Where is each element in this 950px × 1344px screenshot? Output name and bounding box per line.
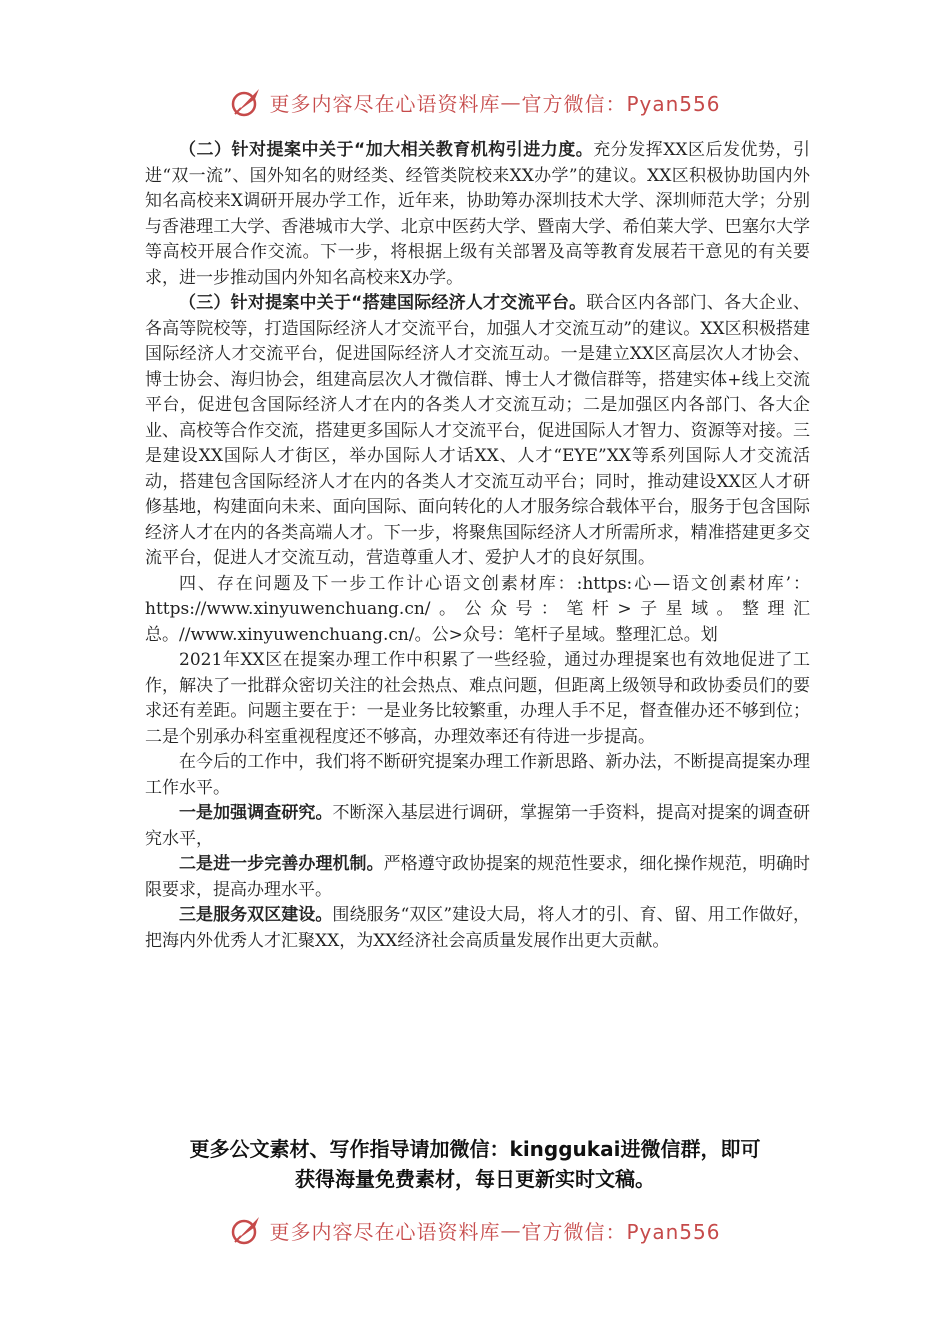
paragraph-mechanism: [145, 852, 810, 903]
paragraph-text: 四、存在问题及下一步工作计心语文创素材库：:https:心—语文创素材库’：https://www.xinyuwenchuang.cn/。公众号：笔杆>子星域。整理汇总。//www.xinyuwenchuang.cn/。公>众号：笔杆子星域。整理汇总。划: [145, 573, 810, 645]
paragraph-heading: 一是加强调查研究。: [179, 803, 333, 823]
paragraph-text: 联合区内各部门、各大企业、各高等院校等，打造国际经济人才交流平台，加强人才交流互动”的建议。XX区积极搭建国际经济人才交流平台，促进国际经济人才交流互动。一是建立XX区高层次人才协会、博士协会、海归协会，组建高层次人才微信群、博士人才微信群等，搭建实体+线上交流平台，促进包含国际经济人才在内的各类人才交流互动；二是加强区内各部门、各大企业、高校等合作交流，搭建更多国际人才交流平台，促进国际人才智力、资源等对接。三是建设XX国际人才街区，举办国际人才话XX、人才“EYE”XX等系列国际人才交流活动，搭建包含国际经济人才在内的各类人才交流互动平台；同时，推动建设XX区人才研修基地，构建面向未来、面向国际、面向转化的人才服务综合载体平台，服务于包含国际经济人才在内的各类高端人才。下一步，将聚焦国际经济人才所需所求，精准搭建更多交流平台，促进人才交流互动，营造尊重人才、爱护人才的良好氛围。: [145, 293, 810, 568]
watermark-brand: 更多内容尽在心语资料库: [269, 1219, 501, 1244]
document-body: [145, 138, 810, 954]
watermark-header: [0, 82, 950, 122]
paragraph-heading: （三）针对提案中关于“搭建国际经济人才交流平台。: [179, 293, 587, 313]
quill-logo-icon: [229, 85, 263, 119]
paragraph-heading: 二是进一步完善办理机制。: [179, 854, 384, 874]
watermark-wechat: 官方微信：Pyan556: [521, 91, 721, 116]
watermark-footer: [0, 1210, 950, 1250]
paragraph-problems-heading: [145, 572, 810, 649]
paragraph-talent-platform: [145, 291, 810, 572]
watermark-wechat: 官方微信：Pyan556: [521, 1219, 721, 1244]
paragraph-future: [145, 750, 810, 801]
footer-promo: [100, 1134, 850, 1194]
paragraph-heading: 三是服务双区建设。: [179, 905, 333, 925]
paragraph-text: 充分发挥XX区后发优势，引进“双一流”、国外知名的财经类、经管类院校来XX办学”的建议。XX区积极协助国内外知名高校来X调研开展办学工作，近年来，协助筹办深圳技术大学、深圳师范大学；分别与香港理工大学、香港城市大学、北京中医药大学、暨南大学、希伯莱大学、巴塞尔大学等高校开展合作交流。下一步，将根据上级有关部署及高等教育发展若干意见的有关要求，进一步推动国内外知名高校来X办学。: [145, 140, 810, 288]
footer-line-1: 更多公文素材、写作指导请加微信：kinggukai进微信群，即可: [189, 1137, 761, 1161]
paragraph-dual-zone: [145, 903, 810, 954]
paragraph-text: 严格遵守政协提案的规范性要求，细化操作规范，明确时限要求，提高办理水平。: [145, 854, 811, 900]
paragraph-text: 在今后的工作中，我们将不断研究提案办理工作新思路、新办法，不断提高提案办理工作水平。: [145, 752, 810, 798]
quill-logo-icon: [229, 1213, 263, 1247]
paragraph-education: [145, 138, 810, 291]
watermark-brand: 更多内容尽在心语资料库: [269, 91, 501, 116]
paragraph-problems: [145, 648, 810, 750]
paragraph-text: 不断深入基层进行调研，掌握第一手资料，提高对提案的调查研究水平，: [145, 803, 810, 849]
paragraph-text: 围绕服务“双区”建设大局，将人才的引、育、留、用工作做好，把海内外优秀人才汇聚XX，为XX经济社会高质量发展作出更大贡献。: [145, 905, 811, 951]
footer-line-2: 获得海量免费素材，每日更新实时文稿。: [295, 1167, 655, 1191]
paragraph-heading: （二）针对提案中关于“加大相关教育机构引进力度。: [179, 140, 594, 160]
watermark-dash: —: [500, 1218, 522, 1242]
watermark-dash: —: [500, 90, 522, 114]
paragraph-research: [145, 801, 810, 852]
paragraph-text: 2021年XX区在提案办理工作中积累了一些经验，通过办理提案也有效地促进了工作，解决了一批群众密切关注的社会热点、难点问题，但距离上级领导和政协委员们的要求还有差距。问题主要在于：一是业务比较繁重，办理人手不足，督查催办还不够到位；二是个别承办科室重视程度还不够高，办理效率还有待进一步提高。: [145, 650, 810, 747]
